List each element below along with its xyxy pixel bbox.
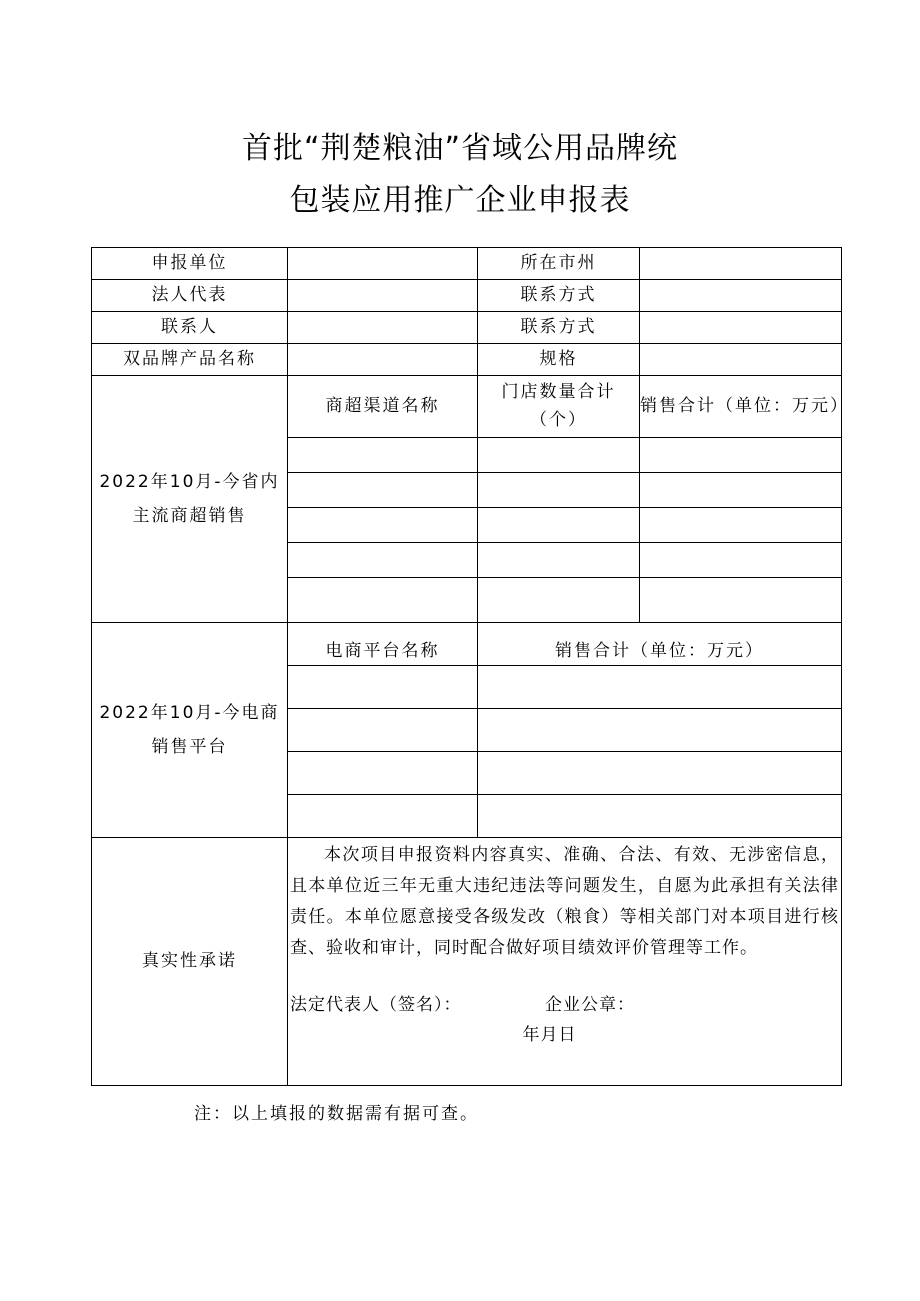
platform-name-cell[interactable] [288,709,478,752]
sales-cell[interactable] [478,752,842,795]
sales-cell[interactable] [640,508,842,543]
store-count-cell[interactable] [478,578,640,623]
platform-column-header: 电商平台名称 [288,623,478,666]
row-contact-person [92,312,842,344]
application-form-table [91,247,849,1086]
channel-name-cell[interactable] [288,508,478,543]
sales-cell[interactable] [478,666,842,709]
contact-person-label: 联系人 [92,312,288,344]
spec-label: 规格 [478,344,640,376]
ecommerce-section-label: 2022年10月-今电商销售平台 [92,623,288,838]
platform-name-cell[interactable] [288,752,478,795]
sales-cell[interactable] [478,709,842,752]
pledge-label: 真实性承诺 [92,838,288,1086]
city-field[interactable] [640,248,842,280]
signature-label: 法定代表人（签名）： [290,995,462,1015]
unit-label: 申报单位 [92,248,288,280]
signature-line [290,990,839,1020]
channel-name-cell[interactable] [288,578,478,623]
store-count-cell[interactable] [478,438,640,473]
store-count-cell[interactable] [478,473,640,508]
product-field[interactable] [288,344,478,376]
spec-field[interactable] [640,344,842,376]
ecommerce-header-row [92,623,842,666]
form-title-line-2: 包装应用推广企业申报表 [289,183,631,218]
channel-name-cell[interactable] [288,438,478,473]
supermarket-header-row [92,376,842,438]
unit-field[interactable] [288,248,478,280]
contact-method-field[interactable] [640,312,842,344]
row-legal-rep [92,280,842,312]
sales-cell[interactable] [478,795,842,838]
contact-method-label: 联系方式 [478,280,640,312]
platform-name-cell[interactable] [288,795,478,838]
pledge-text: 本次项目申报资料内容真实、准确、合法、有效、无涉密信息，且本单位近三年无重大违纪违法等问题发生，自愿为此承担有关法律责任。本单位愿意接受各级发改（粮食）等相关部门对本项目进行核查、验收和审计，同时配合做好项目绩效评价管理等工作。 [290,845,839,958]
pledge-row [92,838,842,1086]
legal-rep-label: 法人代表 [92,280,288,312]
contact-person-field[interactable] [288,312,478,344]
date-label: 年月日 [522,1025,577,1045]
supermarket-sales-column-header: 销售合计（单位：万元） [640,376,842,438]
sales-cell[interactable] [640,438,842,473]
store-count-column-header: 门店数量合计（个） [478,376,640,438]
seal-label: 企业公章： [545,995,635,1015]
legal-rep-field[interactable] [288,280,478,312]
channel-name-cell[interactable] [288,473,478,508]
platform-name-cell[interactable] [288,666,478,709]
pledge-content [288,838,842,1086]
channel-column-header: 商超渠道名称 [288,376,478,438]
city-label: 所在市州 [478,248,640,280]
ecommerce-sales-column-header: 销售合计（单位：万元） [478,623,842,666]
footnote: 注：以上填报的数据需有据可查。 [194,1104,479,1124]
form-title-line-1: 首批“荆楚粮油”省域公用品牌统 [241,131,679,166]
contact-method-label: 联系方式 [478,312,640,344]
product-label: 双品牌产品名称 [92,344,288,376]
sales-cell[interactable] [640,543,842,578]
store-count-cell[interactable] [478,543,640,578]
row-unit [92,248,842,280]
sales-cell[interactable] [640,473,842,508]
row-product [92,344,842,376]
channel-name-cell[interactable] [288,543,478,578]
supermarket-section-label: 2022年10月-今省内主流商超销售 [92,376,288,623]
contact-method-field[interactable] [640,280,842,312]
sales-cell[interactable] [640,578,842,623]
store-count-cell[interactable] [478,508,640,543]
